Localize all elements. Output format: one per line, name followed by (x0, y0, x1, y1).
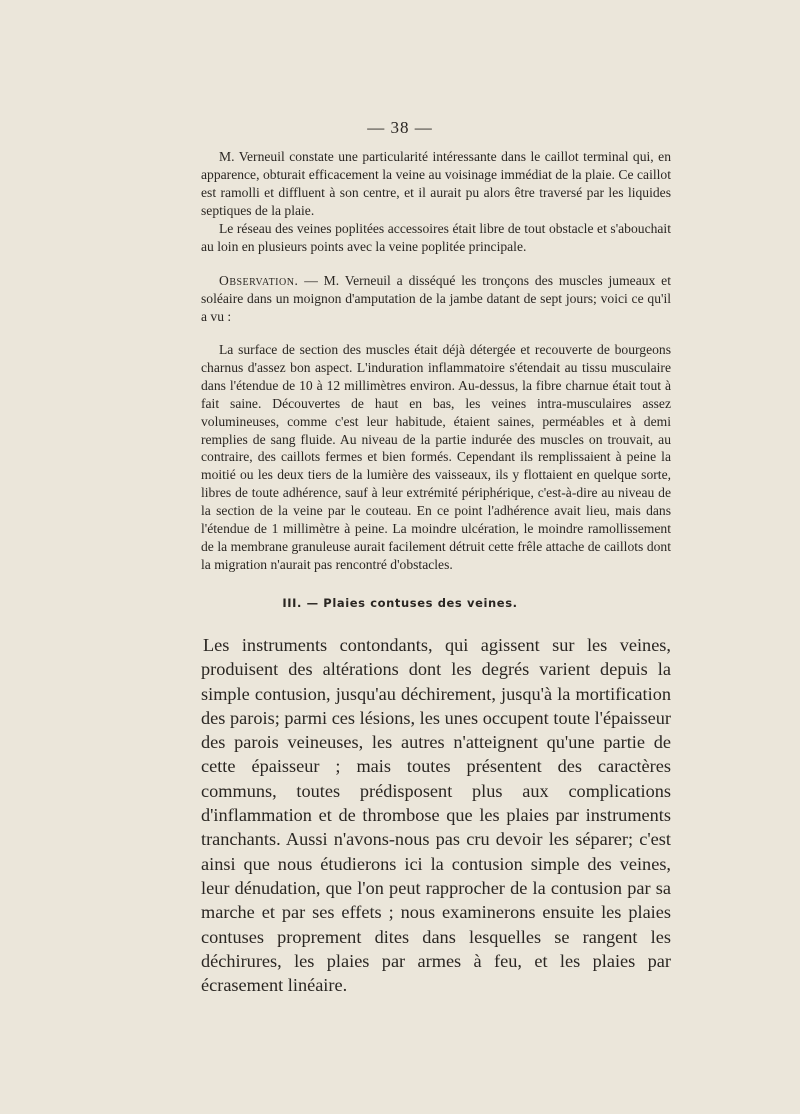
paragraph-accessory-veins: Le réseau des veines poplitées accessoires était libre de tout obstacle et s'abouchait au loin en plusieurs points avec la veine poplitée principale. (201, 221, 671, 254)
section-heading: III. — Plaies contuses des veines. (282, 596, 518, 610)
observation-label: Observation. (219, 273, 299, 288)
paragraph-contusions: Les instruments contondants, qui agissent sur les veines, produisent des altérations dont les degrés varient depuis la simple contusion, jusqu'au déchirement, jusqu'à la mortification des parois; parmi ces lésions, les unes occupent toute l'épaisseur des parois veineuses, les autres n'atteignent qu'une partie de cette épaisseur ; mais toutes présentent des caractères communs, toutes prédisposent plus aux complications d'inflammation et de thrombose que les plaies par instruments tranchants. Aussi n'avons-nous pas cru devoir les séparer; c'est ainsi que nous étudierons ici la contusion simple des veines, leur dénudation, que l'on peut rapprocher de la contusion par sa marche et par ses effets ; nous examinerons ensuite les plaies contuses proprement dites dans lesquelles se rangent les déchirures, les plaies par armes à feu, et les plaies par écrasement linéaire. (201, 635, 671, 996)
paragraph-observation (201, 272, 671, 326)
page-number: — 38 — (367, 118, 433, 137)
paragraph-dissection: La surface de section des muscles était déjà détergée et recouverte de bourgeons charnus d'assez bon aspect. L'induration inflammatoire s'étendait au tissu musculaire dans l'étendue de 10 à 12 millimètres environ. Au-dessus, la fibre charnue était tout à fait saine. Découvertes de haut en bas, les veines intra-musculaires assez volumineuses, comme c'est leur habitude, étaient saines, perméables et à demi remplies de sang fluide. Au niveau de la partie indurée des muscles on trouvait, au contraire, des caillots fermes et bien formés. Cependant ils remplissaient à peine la moitié ou les deux tiers de la lumière des vaisseaux, ils y flottaient en quelque sorte, libres de toute adhérence, sauf à leur extrémité périphérique, c'est-à-dire au niveau de la section de la veine par le couteau. En ce point l'adhérence avait lieu, mais dans l'étendue de 1 millimètre à peine. La moindre ulcération, le moindre ramollissement de la membrane granuleuse aurait facilement détruit cette frêle attache de caillots dont la migration n'aurait pas rencontré d'obstacles. (201, 342, 671, 572)
observation-text: — M. Verneuil a disséqué les tronçons des muscles jumeaux et soléaire dans un moignon d'amputation de la jambe datant de sept jours; voici ce qu'il a vu : (201, 273, 671, 324)
paragraph-clot: M. Verneuil constate une particularité intéressante dans le caillot terminal qui, en apparence, obturait efficacement la veine au voisinage immédiat de la plaie. Ce caillot est ramolli et diffluent à son centre, et il aurait pu alors être traversé par les liquides septiques de la plaie. (201, 149, 671, 218)
